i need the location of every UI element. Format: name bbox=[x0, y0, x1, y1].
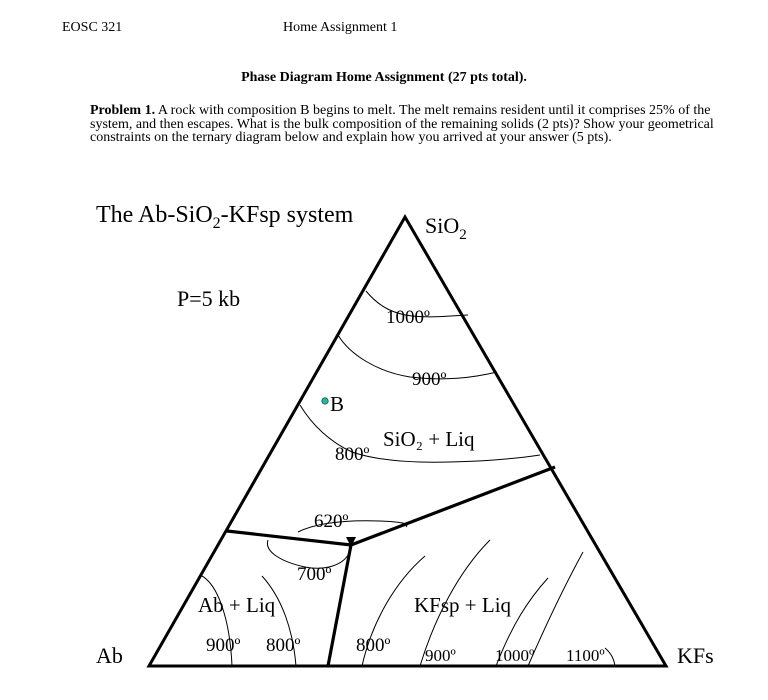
label-1000-top: 1000º bbox=[386, 307, 430, 328]
assignment-label: Home Assignment 1 bbox=[283, 20, 398, 35]
field-ab-liq: Ab + Liq bbox=[198, 593, 276, 617]
label-800-kf: 800º bbox=[356, 635, 391, 656]
label-1100-kf: 1100º bbox=[566, 646, 605, 665]
system-title: The Ab-SiO$_2$-KFsp system bbox=[96, 202, 354, 232]
isotherm-1200-kf bbox=[605, 648, 615, 666]
cotectic-boundary-upper bbox=[227, 467, 555, 545]
apex-kfs-label: KFs bbox=[677, 643, 714, 668]
apex-ab-label: Ab bbox=[96, 643, 123, 668]
apex-sio2-label: SiO$_2$ bbox=[425, 213, 467, 243]
page-title: Phase Diagram Home Assignment (27 pts total). bbox=[241, 70, 527, 85]
point-b-label: B bbox=[330, 392, 345, 416]
label-1000-kf: 1000º bbox=[495, 646, 535, 665]
label-900-kf: 900º bbox=[425, 646, 456, 665]
label-800-ab: 800º bbox=[266, 635, 301, 656]
label-700: 700º bbox=[297, 564, 332, 585]
problem-text: A rock with composition B begins to melt. The melt remains resident until it comprises 25% of the system, and then escapes. What is the bulk composition of the remaining solids (2 pts)? Show your geometrical constraints on the ternary diagram below and explain how you arrived at your answer (5 pts). bbox=[90, 103, 714, 145]
label-900-ab: 900º bbox=[206, 635, 241, 656]
label-900-top: 900º bbox=[412, 369, 447, 390]
course-code: EOSC 321 bbox=[62, 20, 123, 35]
field-kfsp-liq: KFsp + Liq bbox=[414, 593, 512, 617]
pressure-label: P=5 kb bbox=[177, 286, 241, 311]
label-620: 620º bbox=[314, 511, 349, 532]
label-800-sio2: 800º bbox=[335, 444, 370, 465]
field-sio2-liq: SiO₂ + Liq bbox=[383, 427, 475, 451]
point-b-marker bbox=[322, 398, 328, 404]
problem-label: Problem 1. bbox=[90, 103, 156, 118]
